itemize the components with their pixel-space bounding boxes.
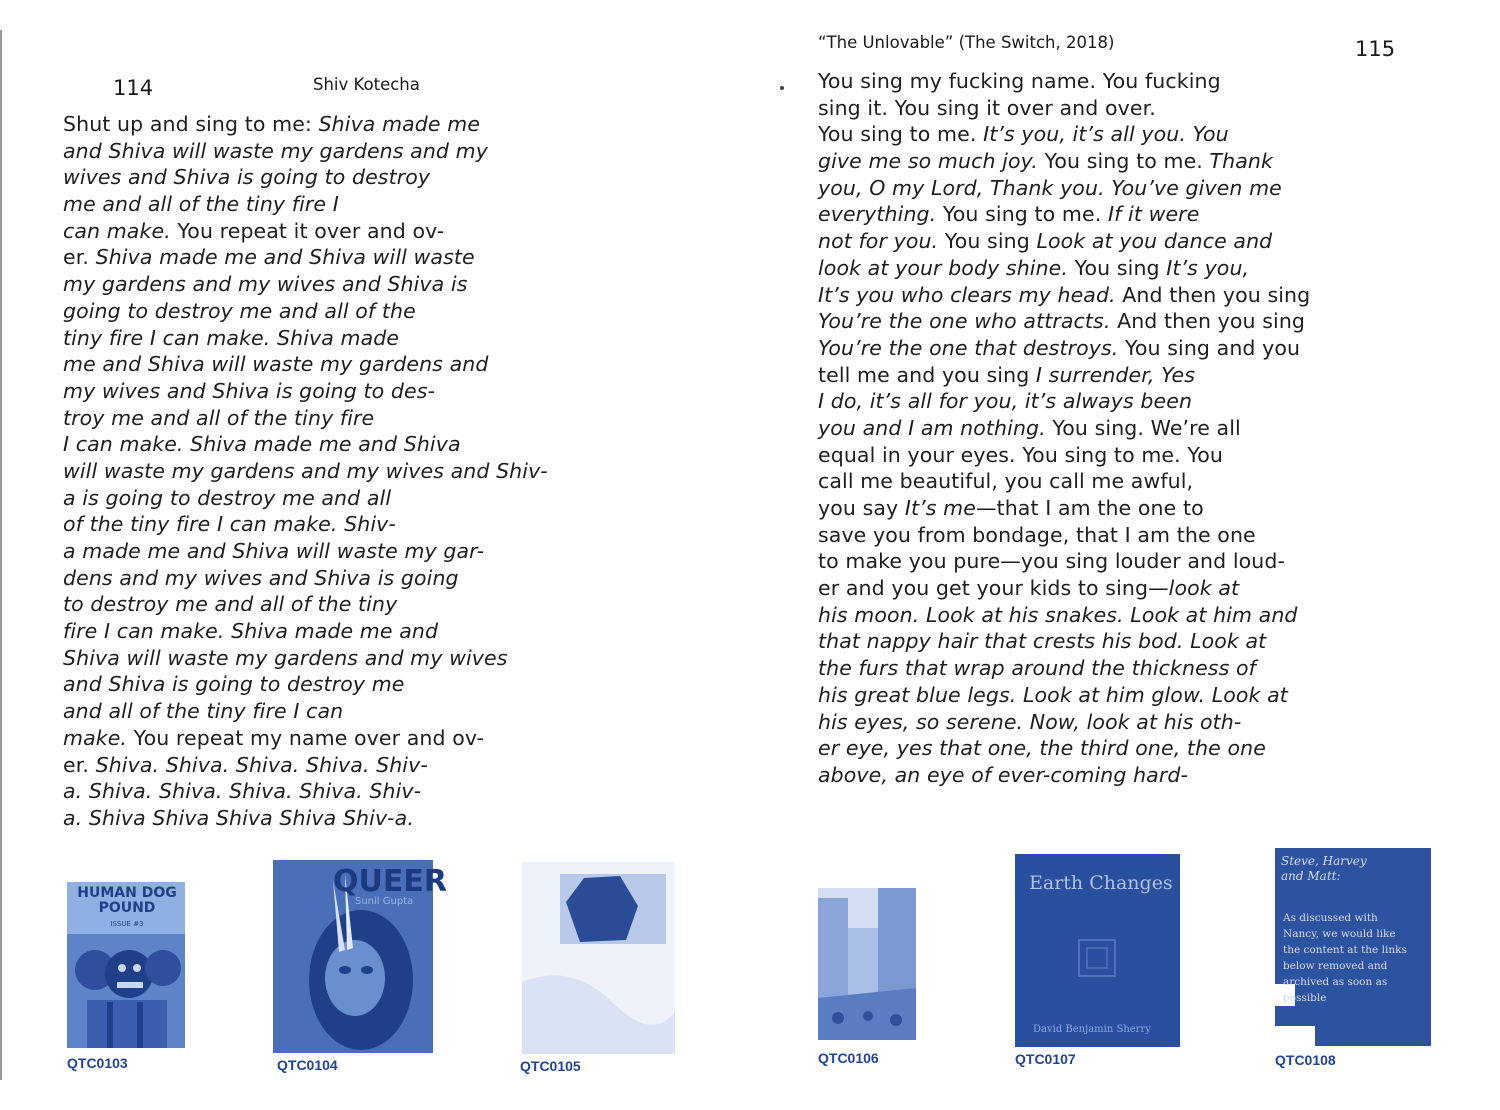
italic-text-segment: me and all of the tiny fire I [63,192,339,217]
text-line [63,805,548,832]
italic-text-segment: look at [1168,576,1240,601]
text-segment: er and you get your kids to sing— [818,576,1169,601]
italic-text-segment: I surrender, Yes [1035,362,1195,387]
italic-text-segment: and Shiva will waste my gardens and my [63,138,488,163]
italic-text-segment: my wives and Shiva is going to des- [63,378,435,403]
text-line [818,468,1310,495]
text-line [818,255,1310,282]
text-segment: You sing my fucking name. You fucking [818,69,1221,93]
text-line [818,548,1310,575]
italic-text-segment: It’s me [904,496,976,520]
thumbnail-qtc0104 [273,860,447,1053]
italic-text-segment: his moon. Look at his snakes. Look at him and [818,602,1298,627]
text-segment: to make you pure—you sing louder and loud- [818,549,1285,574]
cover-title: Earth Changes [1029,872,1173,894]
italic-text-segment: to destroy me and all of the tiny [63,592,398,617]
text-line [63,725,548,752]
text-line [818,682,1310,709]
text-segment: You sing to me. [936,202,1108,227]
thumbnail-code: QTC0107 [1015,1051,1076,1067]
cover-title: HUMAN DOG POUND [77,885,177,916]
text-line [63,538,548,565]
italic-text-segment: You’re the one who attracts. [818,309,1111,334]
thumbnail-code: QTC0103 [67,1055,128,1071]
left-running-head: Shiv Kotecha [313,75,420,94]
text-line [818,175,1310,202]
street-photo-cover-art [818,888,916,1040]
text-segment: You sing [1068,255,1167,280]
text-line [63,138,548,165]
thumbnail-qtc0106 [818,888,916,1040]
italic-text-segment: If it were [1107,202,1200,227]
text-segment: save you from bondage, that I am the one [818,522,1256,547]
italic-text-segment: You’re the one that destroys. [818,335,1119,360]
italic-text-segment: of the tiny fire I can make. Shiv- [63,512,396,537]
italic-text-segment: a is going to destroy me and all [63,485,392,510]
left-page-body [63,111,548,832]
text-line [63,405,548,432]
text-segment: equal in your eyes. You sing to me. You [818,442,1223,467]
italic-text-segment: and Shiva is going to destroy me [63,672,405,697]
italic-text-segment: Thank [1209,149,1273,174]
text-line [818,388,1310,415]
italic-text-segment: Look at you dance and [1036,229,1273,254]
text-line [63,244,548,271]
italic-text-segment: can make. [63,218,171,243]
text-line [818,628,1310,655]
text-line [818,655,1310,682]
text-line [818,602,1310,629]
text-line [63,565,548,592]
text-segment: You sing and you [1118,335,1301,360]
italic-text-segment: his eyes, so serene. Now, look at his oth- [818,709,1242,734]
italic-text-segment: that nappy hair that crests his bod. Look at [818,629,1267,654]
text-segment: You sing. We’re all [1045,415,1241,440]
italic-text-segment: and all of the tiny fire I can [63,699,344,724]
thumbnail-qtc0105 [522,862,675,1054]
text-segment: Shut up and sing to me: [63,112,319,136]
italic-text-segment: look at your body shine. [818,255,1069,280]
text-line [63,218,548,245]
text-line [63,591,548,618]
cover-title: Steve, Harvey and Matt: [1281,854,1367,883]
cover-subtitle: Sunil Gupta [355,896,414,907]
cover-subtitle: David Benjamin Sherry [1033,1024,1151,1035]
text-line [818,282,1310,309]
text-line [818,762,1310,789]
text-line [818,495,1310,522]
text-line [63,431,548,458]
thumbnail-code: QTC0108 [1275,1052,1336,1068]
text-segment: er. [63,245,96,270]
text-segment: You repeat my name over and ov- [127,725,485,750]
text-line [818,121,1310,148]
italic-text-segment: make. [63,725,128,750]
text-segment: And then you sing [1110,309,1306,334]
text-segment: And then you sing [1115,282,1311,307]
text-line [63,511,548,538]
right-running-head: “The Unlovable” (The Switch, 2018) [818,33,1115,52]
thumbnail-code: QTC0106 [818,1050,879,1066]
text-line [63,485,548,512]
text-line [818,335,1310,362]
text-line [63,671,548,698]
italic-text-segment: will waste my gardens and my wives and Shiv- [63,458,548,483]
italic-text-segment: er eye, yes that one, the third one, the one [818,736,1266,761]
italic-text-segment: me and Shiva will waste my gardens and [63,352,489,377]
italic-text-segment: a. Shiva Shiva Shiva Shiva Shiv-a. [63,805,414,830]
left-page-number: 114 [113,76,154,100]
italic-text-segment: dens and my wives and Shiva is going [63,565,459,590]
text-line [63,298,548,325]
italic-text-segment: It’s you, it’s all you. You [983,122,1229,147]
text-line [63,618,548,645]
text-line [818,575,1310,602]
italic-text-segment: a made me and Shiva will waste my gar- [63,539,485,563]
text-segment: sing it. You sing it over and over. [818,95,1156,120]
italic-text-segment: troy me and all of the tiny fire [63,405,375,430]
italic-text-segment: going to destroy me and all of the [63,298,416,323]
text-line [63,458,548,485]
text-segment: tell me and you sing [818,362,1036,387]
italic-text-segment: a. Shiva. Shiva. Shiva. Shiva. Shiv- [63,779,422,804]
cover-title: QUEER [333,864,447,899]
italic-text-segment: I do, it’s all for you, it’s always been [818,389,1193,414]
text-line [63,325,548,352]
rock-photo-cover-art [522,862,675,1054]
text-line [63,698,548,725]
italic-text-segment: everything. [818,202,937,227]
italic-text-segment: you, O my Lord, Thank you. You’ve given me [818,175,1282,200]
text-segment: you say [818,496,905,520]
text-line [63,378,548,405]
thumbnail-code: QTC0104 [277,1057,338,1073]
thumbnail-qtc0108 [1275,848,1431,1046]
text-line [818,68,1310,95]
italic-text-segment: my gardens and my wives and Shiva is [63,272,468,297]
text-line [818,415,1310,442]
cover-subtitle: ISSUE #3 [110,920,144,928]
italic-text-segment: the furs that wrap around the thickness of [818,656,1256,681]
text-segment: You sing to me. [1037,149,1210,174]
text-segment: You sing [938,229,1037,254]
text-line [818,362,1310,389]
text-line [818,735,1310,762]
text-line [818,308,1310,335]
text-line [818,442,1310,469]
italic-text-segment: Shiva will waste my gardens and my wives [63,645,508,670]
italic-text-segment: It’s you who clears my head. [818,282,1116,307]
text-segment: call me beautiful, you call me awful, [818,469,1194,494]
text-line [818,522,1310,549]
text-line [63,778,548,805]
italic-text-segment: It’s you, [1166,255,1250,280]
text-line [63,191,548,218]
text-segment: You sing to me. [818,122,984,147]
text-line [818,228,1310,255]
italic-text-segment: you and I am nothing. [818,415,1046,440]
text-segment: er. [63,752,96,777]
italic-text-segment: his great blue legs. Look at him glow. Look at [818,682,1288,707]
right-page-body [818,68,1310,789]
margin-dot [780,86,784,90]
book-spine [0,30,2,1080]
italic-text-segment: not for you. [818,229,939,254]
thumbnail-qtc0107 [1015,854,1180,1047]
text-line [818,95,1310,122]
italic-text-segment: I can make. Shiva made me and Shiva [63,432,461,457]
text-segment: You repeat it over and ov- [170,218,445,243]
text-line [63,111,548,138]
italic-text-segment: Shiva made me [318,112,481,136]
italic-text-segment: Shiva made me and Shiva will waste [95,245,475,270]
thumbnail-qtc0103 [67,882,185,1048]
italic-text-segment: tiny fire I can make. Shiva made [63,325,400,350]
thumbnail-code: QTC0105 [520,1058,581,1074]
text-line [63,645,548,672]
text-line [818,201,1310,228]
right-page-number: 115 [1355,37,1396,61]
italic-text-segment: fire I can make. Shiva made me and [63,619,439,644]
italic-text-segment: Shiva. Shiva. Shiva. Shiva. Shiv- [95,752,428,777]
text-line [63,164,548,191]
text-line [63,752,548,779]
text-line [818,709,1310,736]
text-line [818,148,1310,175]
text-line [63,271,548,298]
cover-subtitle: As discussed with Nancy, we would like the content at the links below removed and archived as soon as possible [1283,912,1407,1004]
italic-text-segment: wives and Shiva is going to destroy [63,165,431,190]
text-segment: —that I am the one to [975,496,1204,520]
italic-text-segment: give me so much joy. [818,149,1038,174]
italic-text-segment: above, an eye of ever-coming hard- [818,762,1188,787]
text-line [63,351,548,378]
